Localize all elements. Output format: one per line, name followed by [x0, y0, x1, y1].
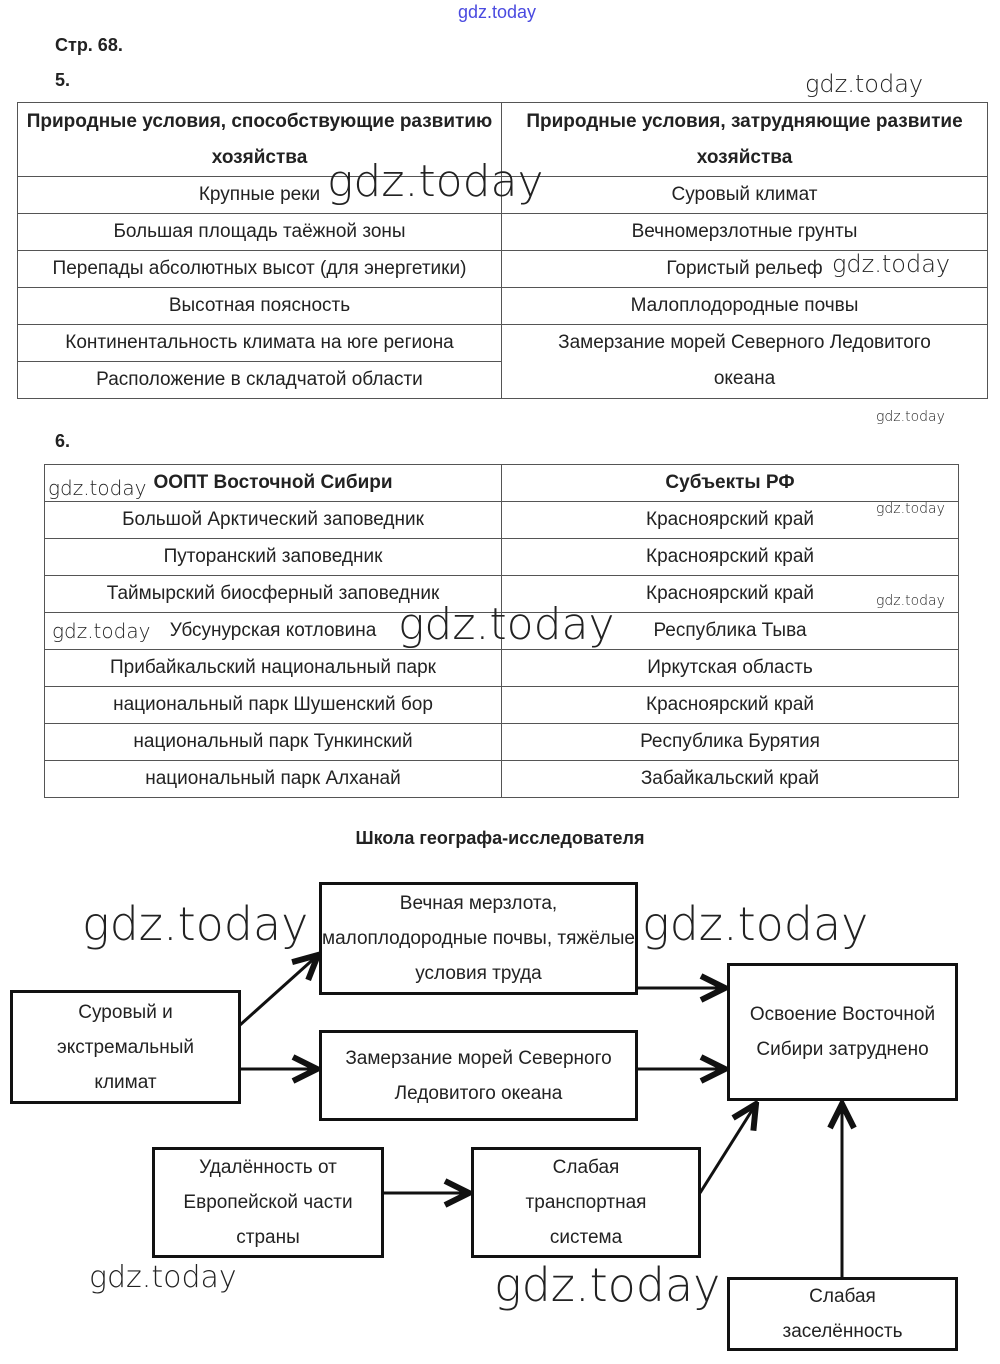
table-cell: национальный парк Алханай	[45, 761, 502, 798]
table-cell: Большая площадь таёжной зоны	[18, 214, 502, 251]
table-cell: Прибайкальский национальный парк	[45, 650, 502, 687]
watermark: gdz.today	[876, 593, 945, 609]
table-cell: Суровый климат	[502, 177, 988, 214]
table-cell: Красноярский край	[502, 576, 959, 613]
watermark: gdz.today	[832, 250, 951, 278]
table-cell: Высотная поясность	[18, 288, 502, 325]
table-cell: Красноярский край	[502, 687, 959, 724]
table-header: Природные условия, затрудняющие развитие хозяйства	[502, 103, 988, 177]
page-number: Стр. 68.	[55, 35, 123, 55]
table-cell: национальный парк Тункинский	[45, 724, 502, 761]
table-cell: Красноярский край	[502, 539, 959, 576]
table-cell: Забайкальский край	[502, 761, 959, 798]
watermark: gdz.today	[52, 619, 151, 643]
watermark: gdz.today	[82, 897, 309, 951]
table-cell: Таймырский биосферный заповедник	[45, 576, 502, 613]
watermark: gdz.today	[642, 897, 869, 951]
table-cell: Расположение в складчатой области	[18, 362, 502, 399]
box-freezing: Замерзание морей Северного Ледовитого океана	[319, 1030, 638, 1121]
watermark: gdz.today	[494, 1258, 721, 1312]
watermark: gdz.today	[876, 501, 945, 517]
box-remoteness: Удалённость от Европейской части страны	[152, 1147, 384, 1258]
section-title: Школа географа-исследователя	[355, 828, 645, 848]
box-permafrost: Вечная мерзлота, малоплодородные почвы, тяжёлые условия труда	[319, 882, 638, 995]
watermark: gdz.today	[48, 476, 147, 500]
watermark: gdz.today	[876, 409, 945, 425]
table-cell: Вечномерзлотные грунты	[502, 214, 988, 251]
table-cell: Перепады абсолютных высот (для энергетики)	[18, 251, 502, 288]
table-cell: Убсунурская котловина	[45, 613, 502, 650]
table-cell: национальный парк Шушенский бор	[45, 687, 502, 724]
table-cell: Красноярский край	[502, 502, 959, 539]
table-cell: Малоплодородные почвы	[502, 288, 988, 325]
table-header: Субъекты РФ	[502, 465, 959, 502]
watermark: gdz.today	[327, 156, 544, 207]
task-5-label: 5.	[55, 70, 71, 90]
table-cell: Республика Тыва	[502, 613, 959, 650]
table-cell: Путоранский заповедник	[45, 539, 502, 576]
watermark: gdz.today	[398, 599, 615, 650]
task-6-label: 6.	[55, 431, 71, 451]
table-cell: Республика Бурятия	[502, 724, 959, 761]
watermark-top: gdz.today	[458, 2, 537, 22]
table-cell: Гористый рельеф	[502, 251, 988, 288]
table-cell: Континентальность климата на юге региона	[18, 325, 502, 362]
box-transport: Слабая транспортная система	[471, 1147, 701, 1258]
arrow	[700, 1104, 756, 1193]
box-population: Слабая заселённость	[727, 1277, 958, 1351]
table-cell: Крупные реки	[18, 177, 502, 214]
watermark: gdz.today	[89, 1260, 237, 1295]
table-header: ООПТ Восточной Сибири	[45, 465, 502, 502]
arrow	[240, 955, 318, 1025]
table-header: Природные условия, способствующие развитию хозяйства	[18, 103, 502, 177]
box-result: Освоение Восточной Сибири затруднено	[727, 963, 958, 1101]
watermark: gdz.today	[805, 70, 924, 98]
box-climate: Суровый и экстремальный климат	[10, 990, 241, 1104]
table-cell: Большой Арктический заповедник	[45, 502, 502, 539]
table-cell: Иркутская область	[502, 650, 959, 687]
table-cell: Замерзание морей Северного Ледовитого океана	[502, 325, 988, 399]
